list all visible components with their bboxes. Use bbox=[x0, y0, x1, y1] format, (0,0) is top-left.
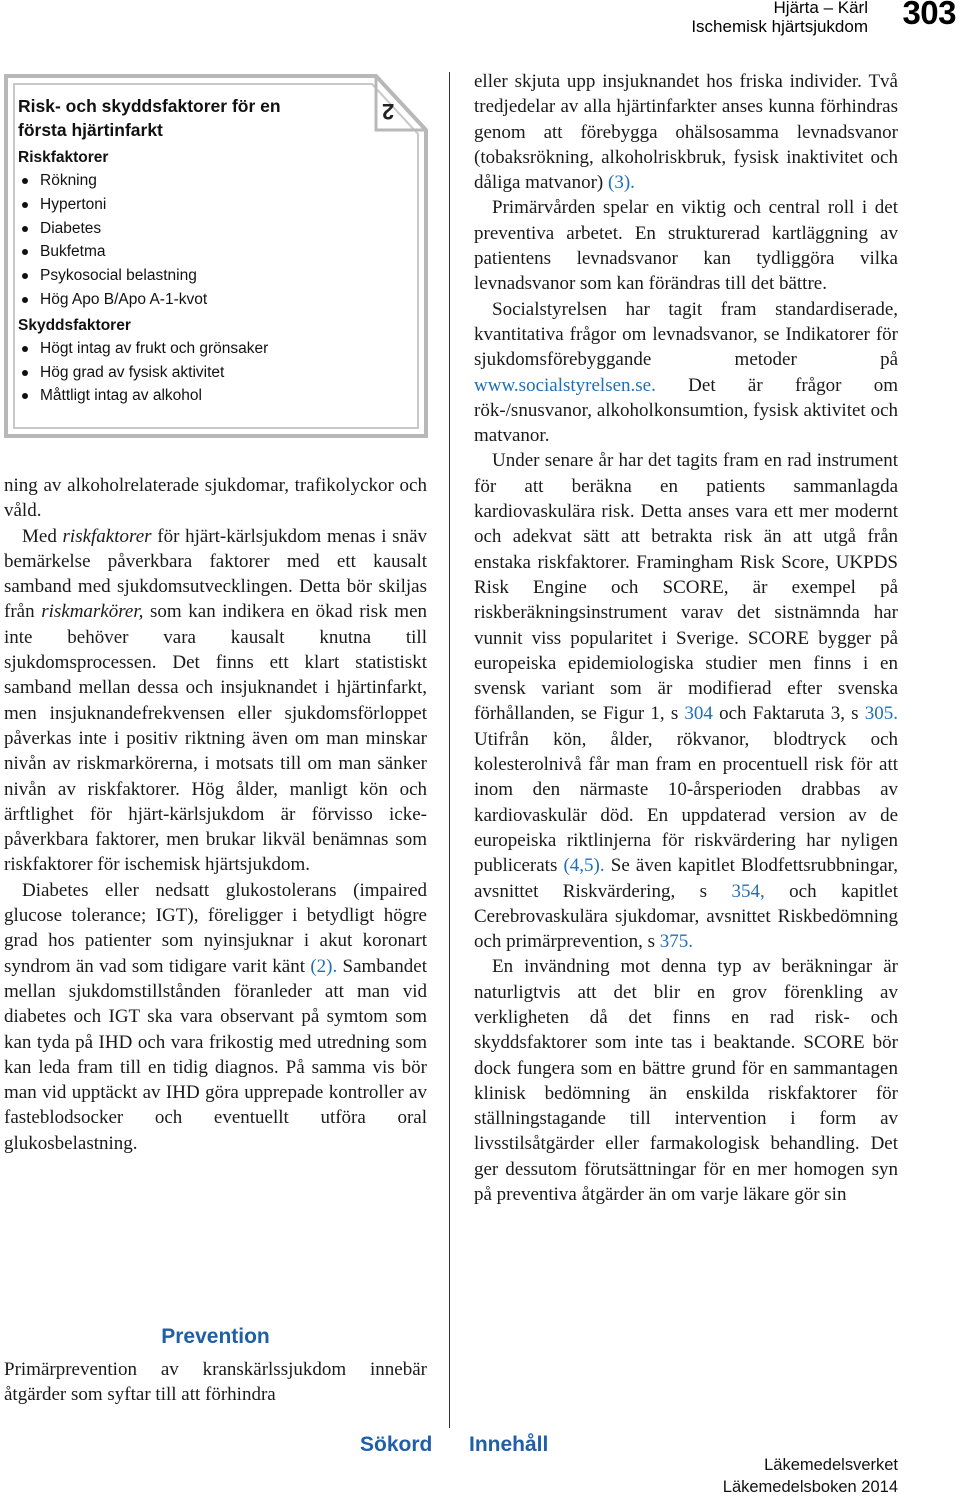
paragraph bbox=[4, 1357, 427, 1408]
page-link[interactable]: 304 bbox=[684, 703, 713, 725]
text: Socialstyrelsen har tagit fram standardiserade, kvantitativa frågor om levnadsvanor, se Indikatorer för sjukdomsförebyggande metoder på bbox=[474, 298, 898, 371]
list-item-label: Rökning bbox=[40, 172, 97, 189]
list-item bbox=[18, 193, 388, 217]
factbox-title-line: första hjärtinfarkt bbox=[18, 120, 163, 140]
text: och kapitlet Cerebrovaskulära sjukdomar, avsnittet Riskbedömning och primärprevention, s bbox=[474, 880, 898, 953]
text: eller skjuta upp insjuknandet hos friska individer. Två tredjedelar av alla hjärtinfarkter anses kunna förhindras genom att förebygga ohälsosamma levnadsvanor (tobaksrökning, alkoholriskbruk, fysisk inaktivitet och dåliga matvanor) bbox=[474, 71, 898, 194]
list-item-label: Högt intag av frukt och grönsaker bbox=[40, 339, 269, 357]
paragraph bbox=[474, 69, 898, 195]
list-item-label: Måttligt intag av alkohol bbox=[40, 387, 202, 405]
list-item bbox=[18, 361, 388, 385]
left-column-continued bbox=[4, 1357, 427, 1408]
website-link[interactable]: www.socialstyrelsen.se. bbox=[474, 374, 656, 396]
section-heading-prevention: Prevention bbox=[161, 1325, 270, 1348]
paragraph bbox=[474, 195, 898, 296]
text: Diabetes eller nedsatt glukostolerans (impaired glucose tolerance; IGT), föreligger i betydligt högre grad hos patienter som nyinsjuknar i akut koronart syndrom än vad som tidigare varit känt bbox=[4, 879, 427, 977]
text: som kan indikera en ökad risk men inte behöver vara kausalt knutna till sjukdomsprocessen. Det finns ett klart statistiskt samband mellan dessa och insjuknandet i hjärtinfarkt, men insjuknandefrekvensen eller sjukdomsförloppet påverkas inte i positiv riktning även om man minskar nivån av riskmarkörerna, i motsats till om man sänker nivån av riskfaktorer. Hög ålder, manligt kön och ärftlighet för hjärt-kärlsjukdom är förvisso icke-påverkbara faktorer, men brukar likväl benämnas som riskfaktorer för ischemisk hjärtsjukdom. bbox=[4, 601, 427, 876]
bullet-icon bbox=[22, 297, 28, 303]
text: En invändning mot denna typ av beräkningar är naturligtvis att det blir en grov förenkling av verkligheten då det finns en rad risk- och skyddsfaktorer som inte tas i beaktande. SCORE bör dock fungera som en bättre grund för en sammantagen klinisk bedömning än enskilda riskfaktorer för ställningstagande till intervention i form av livsstilsåtgärder eller farmakologisk behandling. Det ger dessutom förutsättningar för en mer homogen syn på preventiva åtgärder än om varje läkare gör sin bbox=[474, 956, 898, 1206]
protect-heading: Skyddsfaktorer bbox=[18, 316, 131, 334]
left-column bbox=[4, 473, 427, 1156]
chapter-section: Hjärta – Kärl bbox=[773, 0, 868, 17]
text: för hjärt-kärlsjukdom menas i snäv bemärkelse påverkbara faktorer med ett kausalt samband med sjukdomsutvecklingen. Detta bör skiljas från bbox=[4, 525, 427, 623]
term-riskfaktorer: riskfaktorer bbox=[62, 525, 152, 547]
search-index-link[interactable]: Sökord bbox=[360, 1433, 433, 1456]
paragraph bbox=[474, 448, 898, 954]
bullet-icon bbox=[22, 202, 28, 208]
page-header bbox=[0, 0, 960, 42]
bullet-icon bbox=[22, 370, 28, 376]
term-riskmarkorer: riskmarkörer, bbox=[41, 601, 144, 623]
text: Se även kapitlet Blodfettsrubbningar, avsnittet Riskvärdering, s bbox=[474, 855, 898, 902]
text: Sambandet mellan sjukdomstillstånden föranleder att man vid diabetes och IGT ska vara observant på symtom som kan tyda på IHD och vara frikostig med utredning som kan leda fram till en tidig diagnos. På samma vis bör man vid upptäckt av IHD göra upprepade kontroller av fasteblodsocker och eventuellt utföra oral glukosbelastning. bbox=[4, 955, 427, 1154]
list-item bbox=[18, 169, 388, 193]
list-item-label: Hög Apo B/Apo A-1-kvot bbox=[40, 290, 208, 308]
list-item-label: Psykosocial belastning bbox=[40, 267, 197, 285]
list-item bbox=[18, 240, 388, 264]
reference-link[interactable]: (4,5). bbox=[563, 855, 605, 877]
page-link[interactable]: 354, bbox=[731, 880, 765, 902]
text: Det är frågor om rök-/snusvanor, alkoholkonsumtion, fysisk aktivitet och matvanor. bbox=[474, 374, 898, 447]
page-link[interactable]: 375. bbox=[659, 931, 693, 953]
text: Under senare år har det tagits fram en rad instrument för att beräkna en patients sammanlagda kardiovaskulära risk. Detta anses vara ett mer modernt och adekvat sätt att betrakta risk än att utgå från enstaka riskfaktorer. Framingham Risk Score, UKPDS Risk Engine och SCORE, är exempel på riskberäkningsinstrument varav det sistnämnda har vunnit viss popularitet i Sverige. SCORE bygger på europeiska epidemiologiska studier men finns i en svensk variant som är modifierad efter svenska förhållanden, se Figur 1, s bbox=[474, 450, 898, 725]
bullet-icon bbox=[22, 393, 28, 399]
factbox-title bbox=[18, 94, 388, 142]
factbox-number: 2 bbox=[382, 99, 395, 124]
risk-heading: Riskfaktorer bbox=[18, 149, 109, 166]
factbox-title-line: Risk- och skyddsfaktorer för en bbox=[18, 96, 281, 116]
list-item-label: Hypertoni bbox=[40, 195, 107, 213]
page-number: 303 bbox=[902, 0, 956, 31]
list-item-label: Bukfetma bbox=[40, 243, 106, 261]
reference-link[interactable]: (2). bbox=[310, 955, 338, 977]
bullet-icon bbox=[22, 226, 28, 232]
bullet-icon bbox=[22, 178, 28, 184]
bullet-icon bbox=[22, 249, 28, 255]
list-item bbox=[18, 384, 388, 408]
paragraph bbox=[4, 473, 427, 524]
list-item-label: Hög grad av fysisk aktivitet bbox=[40, 363, 225, 381]
publisher-name: Läkemedelsverket bbox=[764, 1456, 898, 1474]
text: Primärprevention av kranskärlssjukdom innebär åtgärder som syftar till att förhindra bbox=[4, 1359, 427, 1406]
paragraph bbox=[474, 297, 898, 449]
text: Primärvården spelar en viktig och central roll i det preventiva arbetet. En strukturerad kartläggning av patientens levnadsvanor kan tydliggöra vilka levnadsvanor som kan förändras till det bättre. bbox=[474, 197, 898, 295]
text: Utifrån kön, ålder, rökvanor, blodtryck och kolesterolnivå får man fram en procentuell risk för att inom den närmaste 10-årsperioden drabbas av kardiovaskulär död. En uppdaterad version av de europeiska riktlinjerna för riskvärdering har nyligen publicerats bbox=[474, 728, 898, 877]
paragraph bbox=[4, 878, 427, 1156]
page-link[interactable]: 305. bbox=[864, 703, 899, 725]
column-divider bbox=[449, 72, 450, 1428]
list-item-label: Diabetes bbox=[40, 219, 102, 237]
text: och Faktaruta 3, s bbox=[712, 703, 865, 725]
reference-link[interactable]: (3). bbox=[608, 172, 635, 194]
right-column bbox=[474, 69, 898, 1207]
bullet-icon bbox=[22, 273, 28, 279]
list-item bbox=[18, 288, 388, 312]
chapter-subsection: Ischemisk hjärtsjukdom bbox=[691, 17, 868, 36]
list-item bbox=[18, 217, 388, 241]
list-item bbox=[18, 264, 388, 288]
book-title: Läkemedelsboken 2014 bbox=[722, 1478, 898, 1496]
bullet-icon bbox=[22, 346, 28, 352]
text: ning av alkoholrelaterade sjukdomar, trafikolyckor och våld. bbox=[4, 475, 427, 522]
factbox-risk-factors bbox=[4, 74, 428, 438]
list-item bbox=[18, 337, 388, 361]
table-of-contents-link[interactable]: Innehåll bbox=[469, 1433, 549, 1456]
paragraph bbox=[474, 954, 898, 1207]
text: Med bbox=[22, 525, 63, 547]
paragraph bbox=[4, 524, 427, 878]
